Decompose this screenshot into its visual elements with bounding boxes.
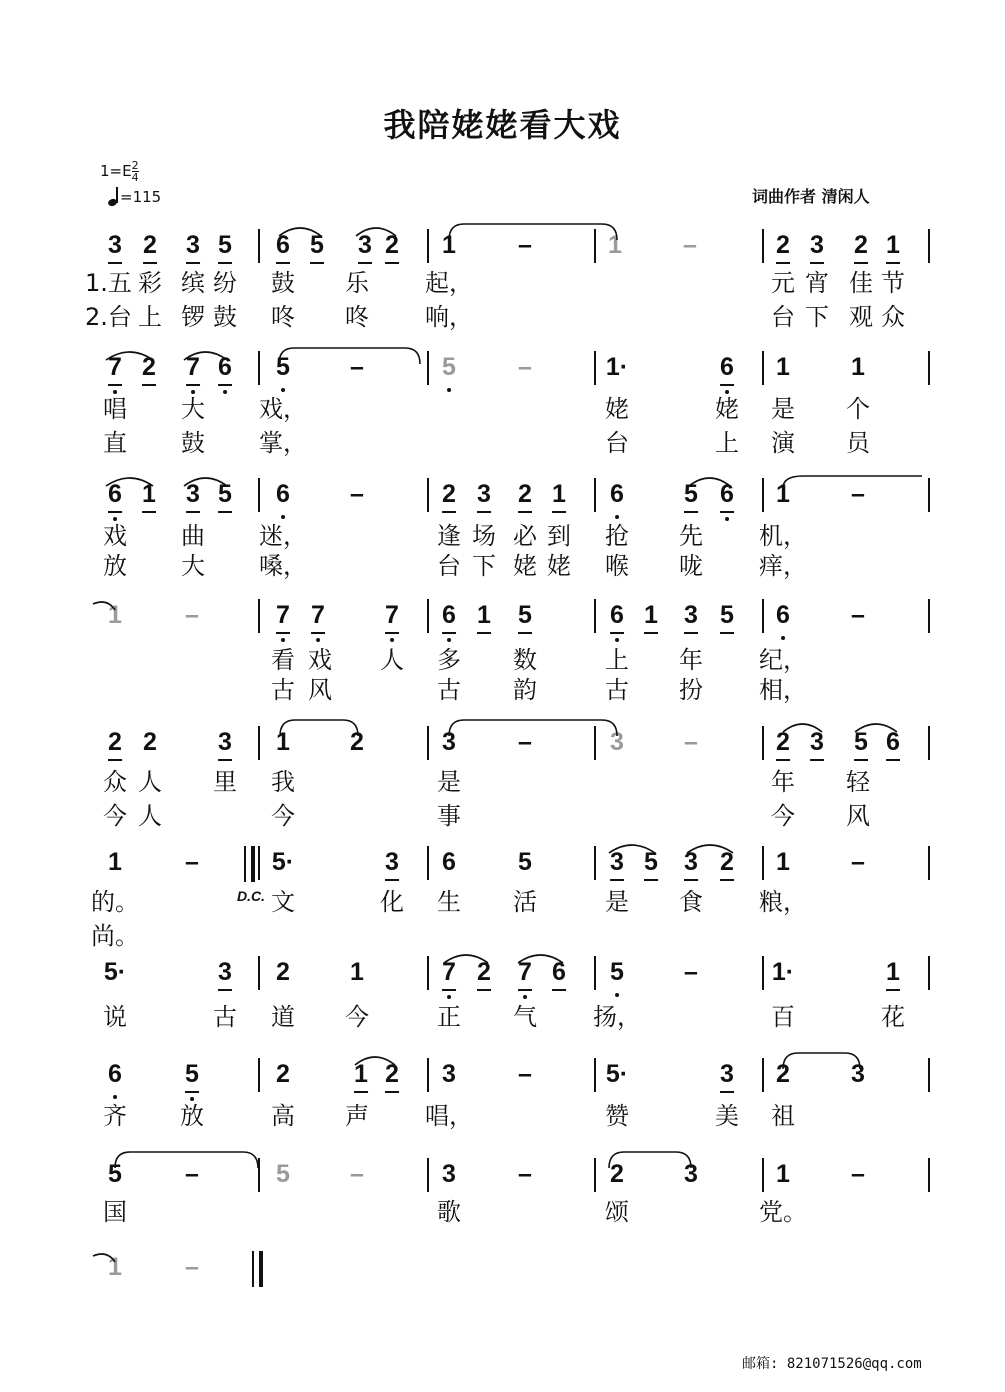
note-digit: 2: [477, 958, 491, 986]
note-digit: 5·: [605, 1060, 629, 1088]
tempo-marking: =115: [108, 188, 161, 206]
note-digit: 2: [276, 1060, 290, 1088]
lyric-syllable: 上: [715, 429, 739, 457]
lyric-syllable: 台: [771, 303, 795, 331]
note-digit: 5·: [271, 848, 295, 876]
note-digit: 1: [350, 958, 364, 986]
note-digit: 6: [442, 601, 456, 629]
song-title: 我陪姥姥看大戏: [383, 106, 622, 144]
slur-arc: [93, 1254, 115, 1262]
note-digit: 3: [851, 1060, 865, 1088]
slur-arc: [687, 845, 733, 853]
note-digit: 5: [276, 1160, 290, 1188]
lyric-syllable: 纪，: [759, 646, 807, 674]
note-digit: 2: [143, 728, 157, 756]
slur-arc: [355, 1057, 395, 1065]
note-digit: 1·: [605, 353, 629, 381]
lyric-syllable: 轻: [846, 768, 870, 796]
slur-arc: [609, 1152, 691, 1168]
note-digit: 1: [276, 728, 290, 756]
note-digit: 2: [610, 1160, 624, 1188]
lyric-syllable: 尚。: [91, 922, 139, 950]
note-digit: –: [518, 353, 532, 381]
note-digit: 3: [218, 958, 232, 986]
note-digit: 5: [610, 958, 624, 986]
note-digit: 5: [276, 353, 290, 381]
lyric-syllable: 人: [380, 646, 404, 674]
lyric-syllable: 直: [103, 429, 127, 457]
lyric-syllable: 唱: [103, 395, 127, 423]
lyric-syllable: 曲: [181, 522, 205, 550]
slur-arc: [106, 478, 153, 486]
lyric-syllable: 先: [679, 522, 703, 550]
note-digit: 1: [644, 601, 658, 629]
note-digit: 6: [720, 480, 734, 508]
lyric-syllable: 逢: [437, 522, 461, 550]
lyric-syllable: 掌，: [259, 429, 307, 457]
lyric-syllable: 节: [881, 269, 905, 297]
slur-arc: [279, 228, 321, 236]
note-digit: –: [518, 728, 532, 756]
note-digit: 5: [310, 231, 324, 259]
note-digit: 3: [385, 848, 399, 876]
slur-arc: [609, 845, 655, 853]
slur-arc: [783, 724, 822, 732]
lyric-syllable: 党。: [759, 1198, 807, 1226]
lyric-syllable: 古: [437, 676, 461, 704]
note-digit: 7: [385, 601, 399, 629]
lyric-syllable: 歌: [437, 1198, 461, 1226]
lyric-syllable: 鼓: [271, 269, 295, 297]
lyric-syllable: 缤: [181, 269, 205, 297]
note-digit: 1: [108, 848, 122, 876]
note-digit: 1: [608, 231, 622, 259]
lyric-syllable: 嗓，: [259, 552, 307, 580]
note-digit: –: [518, 231, 532, 259]
note-digit: 6: [552, 958, 566, 986]
lyric-syllable: 今: [345, 1003, 369, 1031]
note-digit: 3: [442, 1060, 456, 1088]
lyric-syllable: 演: [771, 429, 795, 457]
note-digit: 2: [776, 231, 790, 259]
note-digit: 2: [276, 958, 290, 986]
note-digit: –: [350, 480, 364, 508]
note-digit: –: [851, 1160, 865, 1188]
note-digit: 5: [442, 353, 456, 381]
note-digit: 3: [610, 728, 624, 756]
note-digit: 3: [684, 1160, 698, 1188]
slur-arc: [184, 478, 227, 486]
lyric-syllable: 台: [605, 429, 629, 457]
note-digit: 3: [684, 601, 698, 629]
note-digit: 2: [854, 231, 868, 259]
lyric-syllable: 姥: [547, 552, 571, 580]
note-digit: –: [185, 848, 199, 876]
note-digit: 1: [108, 1253, 122, 1281]
note-digit: 1: [477, 601, 491, 629]
note-digit: 2: [776, 728, 790, 756]
slur-arc: [518, 955, 563, 963]
lyric-syllable: 到: [547, 522, 571, 550]
note-digit: –: [684, 728, 698, 756]
lyric-syllable: 大: [181, 552, 205, 580]
lyric-syllable: 宵: [805, 269, 829, 297]
slur-arc: [855, 724, 897, 732]
note-digit: 2: [385, 231, 399, 259]
lyric-syllable: 锣: [181, 303, 205, 331]
lyric-syllable: 佳: [849, 269, 873, 297]
lyric-syllable: 上: [605, 646, 629, 674]
note-digit: 7: [186, 353, 200, 381]
note-digit: 7: [108, 353, 122, 381]
note-digit: 1: [886, 231, 900, 259]
lyric-syllable: 戏，: [259, 395, 307, 423]
note-digit: 6: [610, 601, 624, 629]
lyric-syllable: 赞: [605, 1102, 629, 1130]
slur-arc: [444, 955, 488, 963]
note-digit: –: [851, 480, 865, 508]
lyric-syllable: 咚: [345, 303, 369, 331]
note-digit: 5: [218, 480, 232, 508]
lyric-syllable: 生: [437, 888, 461, 916]
lyric-syllable: 今: [771, 802, 795, 830]
note-digit: 3: [218, 728, 232, 756]
note-digit: 1·: [771, 958, 795, 986]
slur-arc: [783, 1053, 860, 1069]
lyric-syllable: 事: [437, 802, 461, 830]
note-digit: 1: [776, 480, 790, 508]
note-digit: 3: [477, 480, 491, 508]
note-digit: 3: [358, 231, 372, 259]
slur-arc: [93, 602, 115, 610]
lyric-syllable: 姥: [715, 395, 739, 423]
note-digit: 5: [720, 601, 734, 629]
lyric-syllable: 上: [138, 303, 162, 331]
note-digit: 1: [851, 353, 865, 381]
note-digit: 5: [644, 848, 658, 876]
lyric-syllable: 里: [213, 768, 237, 796]
note-digit: 5: [185, 1060, 199, 1088]
lyric-syllable: 唱，: [425, 1102, 473, 1130]
note-digit: 7: [518, 958, 532, 986]
slur-arc: [449, 720, 617, 736]
note-digit: 5·: [103, 958, 127, 986]
note-digit: 6: [442, 848, 456, 876]
lyric-syllable: 年: [679, 646, 703, 674]
lyric-syllable: 风: [846, 802, 870, 830]
slur-arc: [449, 224, 617, 240]
composer-credit: 词曲作者 清闲人: [752, 187, 870, 206]
lyric-syllable: 起，: [425, 269, 473, 297]
lyric-syllable: 众: [103, 768, 127, 796]
lyric-syllable: 说: [103, 1003, 127, 1031]
note-digit: –: [185, 601, 199, 629]
lyric-syllable: 机，: [759, 522, 807, 550]
lyric-syllable: 年: [771, 768, 795, 796]
lyric-syllable: 化: [380, 888, 404, 916]
lyric-syllable: 戏: [308, 646, 332, 674]
lyric-syllable: 齐: [103, 1102, 127, 1130]
lyric-syllable: 放: [103, 552, 127, 580]
lyric-syllable: 痒，: [759, 552, 807, 580]
lyric-syllable: 高: [271, 1102, 295, 1130]
lyric-syllable: 场: [472, 522, 496, 550]
lyric-syllable: 放: [180, 1102, 204, 1130]
note-digit: 7: [276, 601, 290, 629]
lyric-syllable: 祖: [771, 1102, 795, 1130]
lyric-syllable: 响，: [425, 303, 473, 331]
lyric-syllable: 古: [271, 676, 295, 704]
time-signature: $\frac{2}{4}$: [131, 159, 139, 184]
note-digit: 6: [610, 480, 624, 508]
lyric-syllable: 彩: [138, 269, 162, 297]
note-digit: –: [851, 848, 865, 876]
lyric-syllable: 2.台: [85, 303, 132, 331]
note-digit: 3: [810, 728, 824, 756]
note-digit: 7: [442, 958, 456, 986]
lyric-syllable: 咚: [271, 303, 295, 331]
note-digit: 1: [776, 353, 790, 381]
lyric-syllable: 扮: [679, 676, 703, 704]
note-digit: 3: [442, 1160, 456, 1188]
lyric-syllable: 数: [513, 646, 537, 674]
lyric-syllable: 台: [437, 552, 461, 580]
note-digit: –: [518, 1060, 532, 1088]
lyric-syllable: 颂: [605, 1198, 629, 1226]
note-digit: 6: [108, 480, 122, 508]
lyric-syllable: 众: [881, 303, 905, 331]
note-digit: 2: [108, 728, 122, 756]
note-digit: 2: [385, 1060, 399, 1088]
lyric-syllable: 观: [849, 303, 873, 331]
lyric-syllable: 姥: [513, 552, 537, 580]
note-digit: –: [350, 353, 364, 381]
slur-arc: [184, 352, 227, 360]
lyric-syllable: 相，: [759, 676, 807, 704]
lyric-syllable: 看: [271, 646, 295, 674]
note-digit: 1: [552, 480, 566, 508]
note-digit: 2: [143, 231, 157, 259]
note-digit: 5: [684, 480, 698, 508]
lyric-syllable: 粮，: [759, 888, 807, 916]
slur-arc: [115, 1152, 258, 1168]
note-digit: 5: [854, 728, 868, 756]
lyric-syllable: 正: [437, 1003, 461, 1031]
note-digit: 3: [720, 1060, 734, 1088]
note-digit: 2: [776, 1060, 790, 1088]
note-digit: 5: [518, 601, 532, 629]
slur-arc: [106, 352, 153, 360]
note-digit: 6: [276, 480, 290, 508]
note-digit: 2: [142, 353, 156, 381]
lyric-syllable: 鼓: [213, 303, 237, 331]
lyric-syllable: 下: [805, 303, 829, 331]
note-digit: 5: [108, 1160, 122, 1188]
lyric-syllable: 是: [605, 888, 629, 916]
note-digit: 3: [684, 848, 698, 876]
note-digit: 3: [186, 480, 200, 508]
lyric-syllable: 人: [138, 802, 162, 830]
note-digit: –: [684, 958, 698, 986]
note-digit: 1: [442, 231, 456, 259]
note-digit: 6: [218, 353, 232, 381]
note-digit: 6: [276, 231, 290, 259]
email-footer: 邮箱: 821071526@qq.com: [742, 1356, 922, 1372]
lyric-syllable: 下: [472, 552, 496, 580]
slur-arc: [280, 720, 358, 736]
lyric-syllable: 食: [679, 888, 703, 916]
note-digit: 1: [776, 1160, 790, 1188]
slur-arc: [689, 478, 730, 486]
note-digit: 7: [311, 601, 325, 629]
lyric-syllable: 古: [605, 676, 629, 704]
note-digit: 1: [142, 480, 156, 508]
slur-arc: [783, 476, 922, 488]
lyric-syllable: 今: [271, 802, 295, 830]
note-digit: 1: [354, 1060, 368, 1088]
lyric-syllable: 戏: [103, 522, 127, 550]
lyric-syllable: 人: [138, 768, 162, 796]
note-digit: –: [518, 1160, 532, 1188]
lyric-syllable: 喉: [605, 552, 629, 580]
lyric-syllable: 花: [881, 1003, 905, 1031]
note-digit: 2: [442, 480, 456, 508]
lyric-syllable: 乐: [345, 269, 369, 297]
lyric-syllable: 国: [103, 1198, 127, 1226]
note-digit: 3: [442, 728, 456, 756]
lyric-syllable: 是: [437, 768, 461, 796]
note-digit: 1: [776, 848, 790, 876]
lyric-syllable: 文: [271, 888, 295, 916]
lyric-syllable: 纷: [213, 269, 237, 297]
note-digit: 1: [886, 958, 900, 986]
note-digit: 6: [886, 728, 900, 756]
lyric-syllable: 元: [771, 269, 795, 297]
note-digit: –: [185, 1160, 199, 1188]
lyric-syllable: 扬，: [593, 1003, 641, 1031]
note-digit: 5: [518, 848, 532, 876]
lyric-syllable: 的。: [91, 888, 139, 916]
note-digit: 2: [720, 848, 734, 876]
note-digit: 3: [610, 848, 624, 876]
note-digit: 2: [350, 728, 364, 756]
note-digit: 2: [518, 480, 532, 508]
lyric-syllable: 美: [715, 1102, 739, 1130]
key-label: 1=E: [100, 162, 132, 180]
note-digit: –: [185, 1253, 199, 1281]
lyric-syllable: 迷，: [259, 522, 307, 550]
lyric-syllable: 今: [103, 802, 127, 830]
note-digit: –: [350, 1160, 364, 1188]
lyric-syllable: 鼓: [181, 429, 205, 457]
lyric-syllable: 声: [345, 1102, 369, 1130]
lyric-syllable: 气: [513, 1003, 537, 1031]
lyric-syllable: 员: [846, 429, 870, 457]
note-digit: 5: [218, 231, 232, 259]
lyric-syllable: 咙: [679, 552, 703, 580]
note-digit: 1: [108, 601, 122, 629]
dc-marking: D.C.: [237, 888, 265, 904]
lyric-syllable: 必: [513, 522, 537, 550]
note-digit: 6: [108, 1060, 122, 1088]
note-digit: –: [683, 231, 697, 259]
lyric-syllable: 百: [771, 1003, 795, 1031]
lyric-syllable: 抢: [605, 522, 629, 550]
lyric-syllable: 韵: [513, 676, 537, 704]
lyric-syllable: 古: [213, 1003, 237, 1031]
lyric-syllable: 大: [181, 395, 205, 423]
slur-arc: [279, 348, 420, 364]
lyric-syllable: 多: [437, 646, 461, 674]
slur-arc: [356, 228, 396, 236]
note-digit: –: [851, 601, 865, 629]
note-digit: 6: [720, 353, 734, 381]
note-digit: 3: [810, 231, 824, 259]
lyric-syllable: 是: [771, 395, 795, 423]
lyric-syllable: 姥: [605, 395, 629, 423]
note-digit: 3: [108, 231, 122, 259]
lyric-syllable: 个: [846, 395, 870, 423]
lyric-syllable: 1.五: [85, 269, 132, 297]
lyric-syllable: 活: [513, 888, 537, 916]
note-digit: 3: [186, 231, 200, 259]
lyric-syllable: 我: [271, 768, 295, 796]
lyric-syllable: 风: [308, 676, 332, 704]
note-digit: 6: [776, 601, 790, 629]
lyric-syllable: 道: [271, 1003, 295, 1031]
